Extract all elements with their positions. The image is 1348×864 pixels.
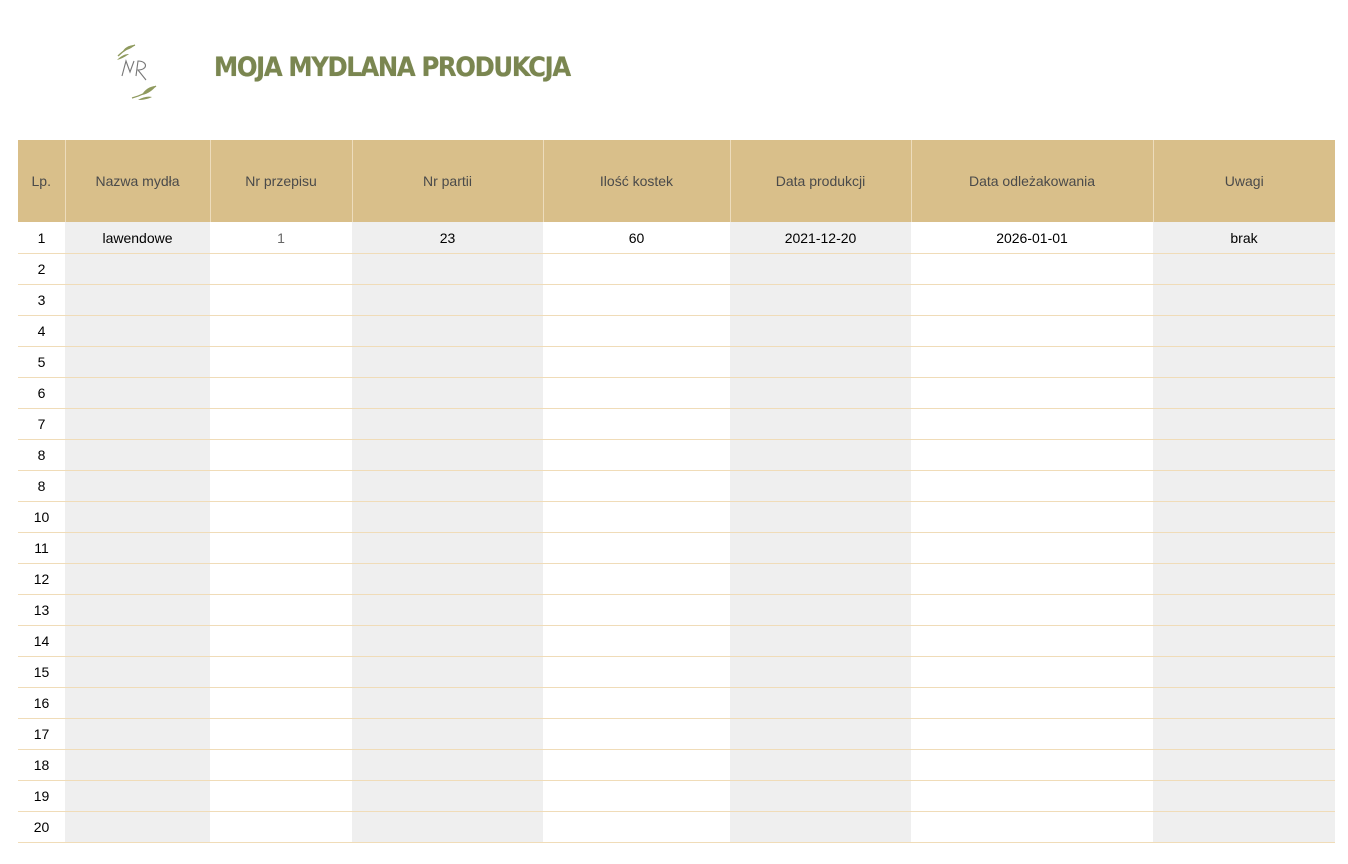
table-row	[18, 409, 1335, 440]
cell-uwagi[interactable]	[1153, 533, 1335, 564]
cell-kostki[interactable]	[543, 502, 730, 533]
header-row	[18, 140, 1335, 222]
cell-nazwa[interactable]	[65, 378, 210, 409]
table-row	[18, 626, 1335, 657]
cell-lp[interactable]: 2	[18, 254, 65, 285]
cell-odlezakowanie[interactable]	[911, 409, 1153, 440]
cell-przepis[interactable]	[210, 750, 352, 781]
cell-lp[interactable]: 5	[18, 347, 65, 378]
table-row	[18, 222, 1335, 254]
cell-przepis[interactable]	[210, 657, 352, 688]
column-header-partia[interactable]: Nr partii	[352, 140, 543, 222]
cell-partia[interactable]	[352, 254, 543, 285]
cell-nazwa[interactable]	[65, 812, 210, 843]
column-header-produkcja[interactable]: Data produkcji	[730, 140, 911, 222]
cell-produkcja[interactable]	[730, 254, 911, 285]
table-row	[18, 750, 1335, 781]
cell-kostki[interactable]	[543, 750, 730, 781]
cell-lp[interactable]: 17	[18, 719, 65, 750]
table-row	[18, 471, 1335, 502]
cell-odlezakowanie[interactable]	[911, 502, 1153, 533]
table-row	[18, 688, 1335, 719]
cell-kostki[interactable]	[543, 626, 730, 657]
cell-kostki[interactable]	[543, 719, 730, 750]
cell-lp[interactable]: 14	[18, 626, 65, 657]
cell-nazwa[interactable]	[65, 285, 210, 316]
cell-przepis[interactable]	[210, 781, 352, 812]
column-header-nazwa[interactable]: Nazwa mydła	[65, 140, 210, 222]
cell-uwagi[interactable]	[1153, 750, 1335, 781]
cell-lp[interactable]: 15	[18, 657, 65, 688]
cell-przepis[interactable]	[210, 471, 352, 502]
cell-przepis[interactable]	[210, 285, 352, 316]
cell-nazwa[interactable]	[65, 316, 210, 347]
cell-produkcja[interactable]	[730, 285, 911, 316]
cell-uwagi[interactable]	[1153, 471, 1335, 502]
cell-nazwa[interactable]	[65, 688, 210, 719]
cell-przepis[interactable]	[210, 533, 352, 564]
cell-produkcja[interactable]	[730, 409, 911, 440]
cell-nazwa[interactable]	[65, 750, 210, 781]
cell-kostki[interactable]	[543, 564, 730, 595]
cell-partia[interactable]	[352, 657, 543, 688]
cell-partia[interactable]	[352, 347, 543, 378]
table-row	[18, 595, 1335, 626]
cell-przepis[interactable]	[210, 626, 352, 657]
cell-odlezakowanie[interactable]	[911, 254, 1153, 285]
cell-przepis[interactable]	[210, 409, 352, 440]
table-row	[18, 347, 1335, 378]
cell-odlezakowanie[interactable]	[911, 626, 1153, 657]
cell-produkcja[interactable]	[730, 812, 911, 843]
cell-partia[interactable]: 23	[352, 222, 543, 254]
cell-partia[interactable]	[352, 378, 543, 409]
cell-nazwa[interactable]	[65, 781, 210, 812]
cell-partia[interactable]	[352, 440, 543, 471]
cell-odlezakowanie[interactable]: 2026-01-01	[911, 222, 1153, 254]
table-row	[18, 719, 1335, 750]
cell-odlezakowanie[interactable]	[911, 440, 1153, 471]
cell-odlezakowanie[interactable]	[911, 378, 1153, 409]
cell-kostki[interactable]	[543, 471, 730, 502]
cell-produkcja[interactable]	[730, 533, 911, 564]
cell-partia[interactable]	[352, 564, 543, 595]
cell-lp[interactable]: 6	[18, 378, 65, 409]
cell-przepis[interactable]	[210, 564, 352, 595]
cell-przepis[interactable]	[210, 316, 352, 347]
cell-produkcja[interactable]	[730, 378, 911, 409]
column-header-kostki[interactable]: Ilość kostek	[543, 140, 730, 222]
cell-produkcja[interactable]	[730, 781, 911, 812]
cell-partia[interactable]	[352, 812, 543, 843]
cell-odlezakowanie[interactable]	[911, 719, 1153, 750]
cell-kostki[interactable]	[543, 347, 730, 378]
cell-produkcja[interactable]	[730, 719, 911, 750]
cell-lp[interactable]: 8	[18, 440, 65, 471]
cell-odlezakowanie[interactable]	[911, 471, 1153, 502]
cell-produkcja[interactable]	[730, 471, 911, 502]
cell-partia[interactable]	[352, 781, 543, 812]
cell-uwagi[interactable]	[1153, 657, 1335, 688]
table-row	[18, 316, 1335, 347]
table-row	[18, 254, 1335, 285]
cell-przepis[interactable]	[210, 595, 352, 626]
cell-nazwa[interactable]	[65, 254, 210, 285]
cell-uwagi[interactable]	[1153, 595, 1335, 626]
page-title: MOJA MYDLANA PRODUKCJA	[214, 52, 570, 83]
cell-produkcja[interactable]	[730, 316, 911, 347]
cell-partia[interactable]	[352, 316, 543, 347]
cell-lp[interactable]: 3	[18, 285, 65, 316]
column-header-lp[interactable]: Lp.	[18, 140, 65, 222]
cell-kostki[interactable]	[543, 254, 730, 285]
cell-partia[interactable]	[352, 750, 543, 781]
cell-uwagi[interactable]	[1153, 254, 1335, 285]
cell-nazwa[interactable]: lawendowe	[65, 222, 210, 254]
cell-kostki[interactable]	[543, 316, 730, 347]
cell-nazwa[interactable]	[65, 502, 210, 533]
cell-uwagi[interactable]	[1153, 626, 1335, 657]
cell-partia[interactable]	[352, 471, 543, 502]
cell-nazwa[interactable]	[65, 626, 210, 657]
table-row	[18, 378, 1335, 409]
cell-nazwa[interactable]	[65, 533, 210, 564]
cell-produkcja[interactable]	[730, 626, 911, 657]
cell-uwagi[interactable]	[1153, 409, 1335, 440]
cell-odlezakowanie[interactable]	[911, 564, 1153, 595]
cell-partia[interactable]	[352, 595, 543, 626]
cell-lp[interactable]: 8	[18, 471, 65, 502]
cell-kostki[interactable]	[543, 657, 730, 688]
cell-lp[interactable]: 18	[18, 750, 65, 781]
cell-partia[interactable]	[352, 502, 543, 533]
cell-produkcja[interactable]: 2021-12-20	[730, 222, 911, 254]
cell-przepis[interactable]	[210, 378, 352, 409]
cell-uwagi[interactable]	[1153, 502, 1335, 533]
cell-kostki[interactable]	[543, 378, 730, 409]
cell-przepis[interactable]	[210, 719, 352, 750]
cell-lp[interactable]: 20	[18, 812, 65, 843]
cell-nazwa[interactable]	[65, 409, 210, 440]
cell-odlezakowanie[interactable]	[911, 285, 1153, 316]
cell-odlezakowanie[interactable]	[911, 595, 1153, 626]
leaf-monogram-logo-icon	[108, 42, 166, 104]
cell-nazwa[interactable]	[65, 471, 210, 502]
cell-przepis[interactable]	[210, 502, 352, 533]
cell-partia[interactable]	[352, 533, 543, 564]
cell-produkcja[interactable]	[730, 657, 911, 688]
cell-odlezakowanie[interactable]	[911, 750, 1153, 781]
cell-przepis[interactable]	[210, 440, 352, 471]
cell-uwagi[interactable]	[1153, 347, 1335, 378]
cell-lp[interactable]: 7	[18, 409, 65, 440]
production-table	[18, 140, 1335, 843]
cell-uwagi[interactable]	[1153, 688, 1335, 719]
cell-nazwa[interactable]	[65, 440, 210, 471]
cell-kostki[interactable]	[543, 688, 730, 719]
cell-lp[interactable]: 19	[18, 781, 65, 812]
cell-lp[interactable]: 1	[18, 222, 65, 254]
cell-lp[interactable]: 16	[18, 688, 65, 719]
cell-odlezakowanie[interactable]	[911, 688, 1153, 719]
cell-uwagi[interactable]: brak	[1153, 222, 1335, 254]
cell-uwagi[interactable]	[1153, 781, 1335, 812]
cell-nazwa[interactable]	[65, 347, 210, 378]
cell-przepis[interactable]	[210, 688, 352, 719]
cell-uwagi[interactable]	[1153, 719, 1335, 750]
cell-partia[interactable]	[352, 409, 543, 440]
cell-kostki[interactable]	[543, 595, 730, 626]
table-row	[18, 781, 1335, 812]
cell-uwagi[interactable]	[1153, 564, 1335, 595]
cell-lp[interactable]: 10	[18, 502, 65, 533]
cell-kostki[interactable]	[543, 440, 730, 471]
cell-kostki[interactable]	[543, 409, 730, 440]
table-row	[18, 657, 1335, 688]
cell-produkcja[interactable]	[730, 440, 911, 471]
cell-uwagi[interactable]	[1153, 378, 1335, 409]
cell-partia[interactable]	[352, 719, 543, 750]
cell-przepis[interactable]	[210, 254, 352, 285]
cell-lp[interactable]: 4	[18, 316, 65, 347]
cell-odlezakowanie[interactable]	[911, 812, 1153, 843]
column-header-przepis[interactable]: Nr przepisu	[210, 140, 352, 222]
cell-produkcja[interactable]	[730, 347, 911, 378]
table-row	[18, 440, 1335, 471]
cell-przepis[interactable]	[210, 347, 352, 378]
cell-przepis[interactable]	[210, 812, 352, 843]
column-header-odlezakowanie[interactable]: Data odleżakowania	[911, 140, 1153, 222]
cell-produkcja[interactable]	[730, 750, 911, 781]
cell-kostki[interactable]	[543, 285, 730, 316]
cell-odlezakowanie[interactable]	[911, 533, 1153, 564]
cell-kostki[interactable]	[543, 533, 730, 564]
cell-partia[interactable]	[352, 285, 543, 316]
cell-kostki[interactable]: 60	[543, 222, 730, 254]
cell-odlezakowanie[interactable]	[911, 781, 1153, 812]
cell-uwagi[interactable]	[1153, 812, 1335, 843]
cell-produkcja[interactable]	[730, 502, 911, 533]
cell-nazwa[interactable]	[65, 719, 210, 750]
cell-uwagi[interactable]	[1153, 285, 1335, 316]
cell-partia[interactable]	[352, 626, 543, 657]
cell-lp[interactable]: 12	[18, 564, 65, 595]
column-header-uwagi[interactable]: Uwagi	[1153, 140, 1335, 222]
cell-kostki[interactable]	[543, 812, 730, 843]
cell-lp[interactable]: 11	[18, 533, 65, 564]
cell-uwagi[interactable]	[1153, 440, 1335, 471]
cell-nazwa[interactable]	[65, 657, 210, 688]
cell-odlezakowanie[interactable]	[911, 316, 1153, 347]
cell-odlezakowanie[interactable]	[911, 347, 1153, 378]
cell-przepis[interactable]: 1	[210, 222, 352, 254]
cell-produkcja[interactable]	[730, 688, 911, 719]
table-row	[18, 285, 1335, 316]
cell-lp[interactable]: 13	[18, 595, 65, 626]
table-row	[18, 812, 1335, 843]
table-body	[18, 222, 1335, 843]
cell-odlezakowanie[interactable]	[911, 657, 1153, 688]
cell-kostki[interactable]	[543, 781, 730, 812]
table-row	[18, 564, 1335, 595]
table-row	[18, 502, 1335, 533]
cell-produkcja[interactable]	[730, 564, 911, 595]
table-row	[18, 533, 1335, 564]
cell-uwagi[interactable]	[1153, 316, 1335, 347]
cell-produkcja[interactable]	[730, 595, 911, 626]
cell-nazwa[interactable]	[65, 564, 210, 595]
cell-partia[interactable]	[352, 688, 543, 719]
cell-nazwa[interactable]	[65, 595, 210, 626]
